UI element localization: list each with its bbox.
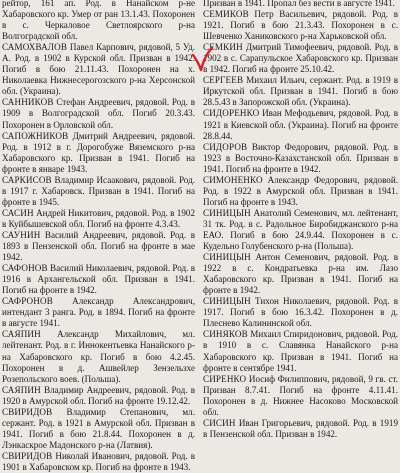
entry-text: Антон Семенович, рядовой. Род. в 1922 в с. Кондратьевка р-на им. Лазо Хабаровского кр. Призван в 1941. Погиб на фронте в 1942. — [203, 252, 398, 296]
entry-text: Василий Николаевич, рядовой. Род. в 1916 в Архангельской обл. Призван в 1941. Погиб на фронте в 1942. — [2, 263, 196, 296]
entry-text: Владимир Степанович, мл. сержант. Род. в 1921 в Амурской обл. Призван в 1941. Погиб в бою 21.8.44. Похоронен в д. Лэнкаскрое Мадонского р-на (Латвия). — [2, 406, 195, 450]
entry-text: Александр Александрович, интендант 3 ранга. Род. в 1894. Погиб на фронте в августе 1941. — [2, 296, 195, 329]
surname: САЯПИН — [2, 384, 41, 395]
entry-text: Тихон Николаевич, рядовой. Род. в 1917. Погиб в бою 16.3.42. Похоронен в д. Плеснево Калининской обл. — [203, 296, 399, 329]
surname: СИНЯКОВ — [203, 329, 248, 340]
surname: САФРОНОВ — [2, 296, 53, 307]
surname: САННИКОВ — [2, 97, 54, 108]
list-item — [2, 329, 195, 384]
surname: САРКИСОВ — [2, 174, 52, 185]
surname: СИДОРОВ — [203, 141, 248, 152]
surname: СЕРГЕЕВ — [203, 75, 244, 86]
entry-text: Павел Карпович, рядовой, 5 Уд. А. Род. в 1902 в Курской обл. Призван в 1942. Погиб в бою 21.11.43. Похоронен на х. Николаевка Нижнесерогозского р-на Херсонской обл. (Украина). — [2, 42, 195, 97]
list-item — [2, 0, 195, 42]
right-column — [203, 0, 398, 440]
surname: САПОЖНИКОВ — [2, 130, 69, 141]
list-item — [2, 407, 195, 451]
list-item — [2, 42, 195, 97]
entry-text: Анатолий Семенович, мл. лейтенант, 31 тк. Род. в с. Радольное Биробиджанского р-на ЕАО. Погиб в бою 24.9.44. Похоронен в с. Кудельно Голубенского р-на (Польша). — [203, 207, 398, 252]
red-check-mark-icon — [191, 46, 213, 72]
list-item — [203, 9, 398, 42]
surname: САМОХВАЛОВ — [2, 42, 68, 53]
entry-text: Стефан Андреевич, рядовой. Род. в 1909 в Волгоградской обл. Погиб 20.3.43. Похоронен в Орловской обл. — [2, 97, 195, 130]
surname: СИРЕНКО — [203, 373, 247, 384]
surname: САФОНОВ — [2, 263, 48, 274]
surname: САУНИН — [2, 229, 41, 240]
list-item — [203, 329, 398, 373]
surname: СИНИЦЫН — [203, 296, 251, 307]
list-item — [203, 108, 398, 141]
list-item — [203, 418, 398, 440]
entry-text: Николай Иванович, рядовой. Род. в 1901 в Хабаровском кр. Погиб на фронте в 1943. — [2, 450, 195, 472]
list-item — [2, 451, 195, 473]
entry-text: Иван Григорьевич, рядовой. Род. в 1919 в Пензенской обл. Призван в 1942. — [203, 417, 398, 439]
list-item — [2, 131, 195, 175]
surname: СИДОРЕНКО — [203, 108, 260, 119]
list-item — [2, 208, 195, 230]
entry-text: Александр Михайлович, мл. лейтенант. Род. в г. Иннокентьевка Нанайского р-на Хабаровского кр. Погиб в бою 4.2.45. Похоронен в д. Ашвейлер Зензельзхе Розепольского воев. (Польша). — [2, 329, 195, 384]
list-item — [203, 142, 398, 175]
entry-text: рейтор, 161 ап. Род. в Нанайском р-не Хабаровского кр. Умер от ран 13.1.43. Похоронен в с. Черкаловое Светлоярского р-на Волгоградской обл. — [2, 0, 195, 42]
surname: СЕМКИН — [203, 42, 243, 53]
surname: СИСИН — [203, 417, 236, 428]
entry-text: Иосиф Филиппович, рядовой, 9 гв. ст. Призван 8.7.41. Погиб на фронте 4.11.41. Похоронен в д. Нижнее Насоково Московской обл. — [203, 373, 398, 417]
surname: СЕМИКОВ — [203, 9, 249, 20]
entry-text: Андрей Никитович, рядовой. Род. в 1902 в Куйбышевской обл. Погиб на фронте 4.3.43. — [2, 207, 195, 229]
surname: САСИН — [2, 207, 34, 218]
surname: СВИРИДОВ — [2, 406, 53, 417]
list-item — [2, 97, 195, 130]
list-item — [203, 208, 398, 252]
list-item — [2, 296, 195, 329]
surname: САЯПИН — [2, 329, 41, 340]
list-item — [2, 175, 195, 208]
list-item — [203, 252, 398, 296]
list-item — [2, 385, 195, 407]
list-item — [203, 175, 398, 208]
list-item — [203, 75, 398, 108]
surname: СИМОНЕНКО — [203, 174, 263, 185]
entry-text: Призван в 1941. Пропал без вести в августе 1941. — [203, 0, 395, 8]
entry-text: Михаил Ильич, сержант. Род. в 1919 в Иркутской обл. Призван в 1941. Погиб в бою 28.5.43 в Запорожской обл. (Украина). — [203, 75, 398, 108]
entry-text: Владимир Андреевич, рядовой. Род. в 1920 в Амурской обл. Погиб на фронте 19.12.42. — [2, 384, 195, 406]
entry-text: Владимир Исаакович, рядовой. Род. в 1917 г. Хабаровск. Призван в 1941. Погиб на фронте в 1945. — [2, 174, 195, 207]
list-item — [203, 0, 398, 9]
list-item — [203, 42, 398, 75]
entry-text: Виктор Федорович, рядовой. Род. в 1923 в Восточно-Казахстанской обл. Призван в 1941. Погиб на фронте в 1942. — [203, 141, 398, 174]
entry-text: Михаил Спиридонович, рядовой. Род. в 1910 в с. Славянка Нанайского р-на Хабаровского кр. Призван в 1941. Погиб на фронте в сентябре 1941. — [203, 329, 398, 373]
surname: СВИРИДОВ — [2, 450, 53, 461]
entry-text: Петр Васильевич, рядовой. Род. в 1921. Погиб в бою 21.3.43. Похоронен в с. Шевченко Ханиковского р-на Харьковской обл. — [203, 9, 398, 42]
list-item — [203, 296, 398, 329]
list-item — [2, 263, 195, 296]
entry-text: Дмитрий Андреевич, рядовой. Род. в 1912 в г. Дорогобуже Вяземского р-на Хабаровского кр. Призван в 1941. Погиб на фронте в январе 1943. — [2, 130, 196, 174]
entry-text: Дмитрий Тимофеевич, рядовой. Род. в 1902 в с. Сарапульское Хабаровского кр. Призван в 1942. Погиб на фронте 25.10.42. — [203, 42, 398, 75]
surname: СИНИЦЫН — [203, 207, 251, 218]
list-item — [203, 374, 398, 418]
entry-text: Александр Федорович, рядовой. Род. в 1922 в Амурской обл. Призван в 1941. Погиб на фронте в 1943. — [203, 174, 398, 207]
entry-text: Василий Андреевич, рядовой. Род. в 1893 в Пензенской обл. Погиб на фронте в мае 1942. — [2, 229, 195, 263]
left-column — [2, 0, 195, 473]
surname: СИНИЦЫН — [203, 252, 251, 263]
list-item — [2, 230, 195, 263]
entry-text: Иван Мефодьевич, рядовой. Род. в 1921 в Киевской обл. (Украина). Погиб на фронте 28.8.44. — [203, 108, 398, 141]
